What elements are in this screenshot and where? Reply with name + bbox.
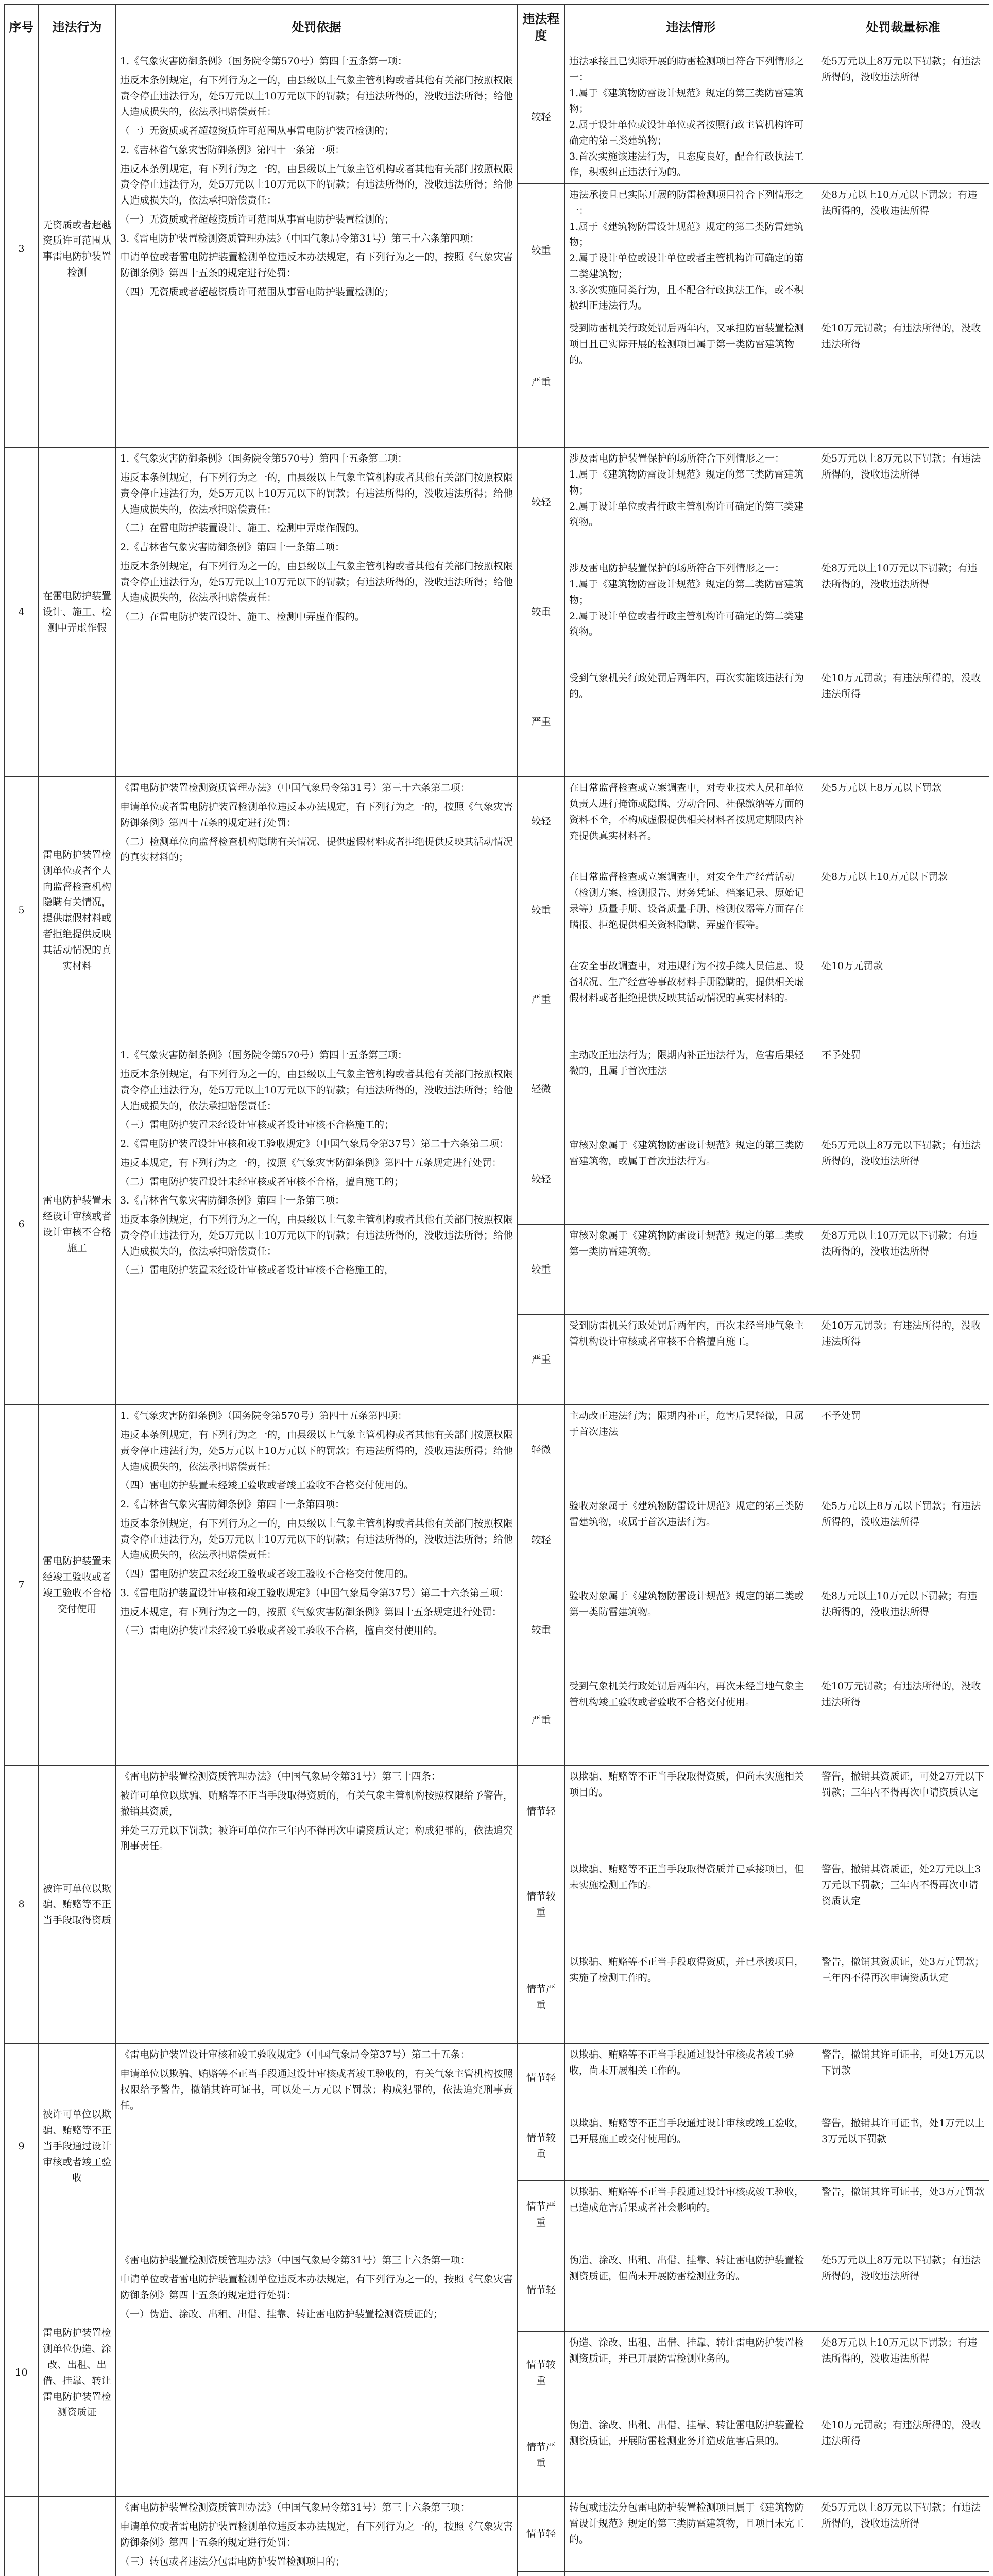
table-row xyxy=(5,1766,989,1858)
row-number: 10 xyxy=(5,2249,39,2497)
basis-paragraph: 违反本条例规定，有下列行为之一的，由县级以上气象主管机构或者其他有关部门按照权限责令停止违法行为，处5万元以上10万元以下的罚款；有违法所得的，没收违法所得；给他人造成损失的，依法承担赔偿责任： xyxy=(120,163,513,207)
basis-paragraph: （二）在雷电防护装置设计、施工、检测中弄虚作假的。 xyxy=(120,611,365,623)
row-number: 6 xyxy=(5,1044,39,1405)
penalty-standard: 处5万元以上8万元以下罚款；有违法所得的，没收违法所得 xyxy=(817,50,989,184)
basis-paragraph: 违反本条例规定，有下列行为之一的，由县级以上气象主管机构或者其他有关部门按照权限责令停止违法行为，处5万元以上10万元以下的罚款；有违法所得的，没收违法所得；给他人造成损失的，依法承担赔偿责任： xyxy=(120,1517,513,1561)
violation-circumstance: 以欺骗、贿赂等不正当手段通过设计审核或竣工验收，已开展施工或交付使用的。 xyxy=(565,2112,817,2181)
violation-level: 较轻 xyxy=(518,777,565,866)
penalty-basis xyxy=(116,1405,518,1766)
row-number: 9 xyxy=(5,2044,39,2249)
header-row xyxy=(5,5,989,50)
row-number: 7 xyxy=(5,1405,39,1766)
penalty-standard: 处8万元以上10万元以下罚款；有违法所得的，没收违法所得 xyxy=(817,1585,989,1675)
header-act: 违法行为 xyxy=(39,5,116,50)
basis-paragraph: 违反本条例规定，有下列行为之一的，由县级以上气象主管机构或者其他有关部门按照权限责令停止违法行为，处5万元以上10万元以下的罚款；有违法所得的，没收违法所得；给他人造成损失的，依法承担赔偿责任： xyxy=(120,1429,513,1472)
table-row xyxy=(5,448,989,557)
basis-paragraph: 申请单位或者雷电防护装置检测单位违反本办法规定，有下列行为之一的，按照《气象灾害防御条例》第四十五条的规定进行处罚： xyxy=(120,2274,513,2301)
header-basis: 处罚依据 xyxy=(116,5,518,50)
penalty-standard: 警告，撤销其资质证，处2万元以上3万元以下罚款；三年内不得再次申请资质认定 xyxy=(817,1858,989,1951)
table-row xyxy=(5,2249,989,2332)
basis-paragraph: 违反本条例规定，有下列行为之一的，由县级以上气象主管机构或者其他有关部门按照权限责令停止违法行为，处5万元以上10万元以下的罚款；有违法所得的，没收违法所得；给他人造成损失的，依法承担赔偿责任： xyxy=(120,560,513,604)
violation-circumstance: 审核对象属于《建筑物防雷设计规范》规定的第二类或第一类防雷建筑物。 xyxy=(565,1225,817,1315)
basis-paragraph: （二）雷电防护装置设计未经审核或者审核不合格，擅自施工的； xyxy=(120,1176,404,1188)
violation-act: 雷电防护装置检测单位伪造、涂改、出租、出借、挂靠、转让雷电防护装置检测资质证 xyxy=(39,2249,116,2497)
basis-paragraph: 2.《雷电防护装置设计审核和竣工验收规定》（中国气象局令第37号）第二十六条第二项： xyxy=(120,1138,509,1150)
basis-paragraph: 《雷电防护装置设计审核和竣工验收规定》（中国气象局令第37号）第二十五条： xyxy=(120,2049,470,2061)
violation-act: 雷电防护装置检测单位或者个人向监督检查机构隐瞒有关情况，提供虚假材料或者拒绝提供反映其活动情况的真实材料 xyxy=(39,777,116,1044)
violation-circumstance: 违法承接且已实际开展的防雷检测项目符合下列情形之一： 1.属于《建筑物防雷设计规范》规定的第二类防雷建筑物； 2.属于设计单位或设计单位或者主管机构许可确定的第二类建筑物； 3.多次实施同类行为，且不配合行政执法工作，或不积极纠正违法行为。 xyxy=(565,184,817,317)
table-row xyxy=(5,2497,989,2572)
violation-level: 较重 xyxy=(518,1225,565,1315)
row-number: 3 xyxy=(5,50,39,448)
row-number: 8 xyxy=(5,1766,39,2044)
penalty-standard: 处10万元罚款；有违法所得的，没收违法所得 xyxy=(817,1675,989,1766)
basis-paragraph: （二）在雷电防护装置设计、施工、检测中弄虚作假的。 xyxy=(120,522,365,534)
violation-circumstance: 验收对象属于《建筑物防雷设计规范》规定的第二类或第一类防雷建筑物。 xyxy=(565,1585,817,1675)
violation-level: 较轻 xyxy=(518,1495,565,1585)
basis-paragraph: 申请单位或者雷电防护装置检测单位违反本办法规定，有下列行为之一的，按照《气象灾害防御条例》第四十五条的规定进行处罚： xyxy=(120,251,513,279)
violation-circumstance: 审核对象属于《建筑物防雷设计规范》规定的第三类防雷建筑物，或属于首次违法行为。 xyxy=(565,1134,817,1225)
violation-level: 情节较重 xyxy=(518,2332,565,2414)
penalty-basis xyxy=(116,50,518,448)
penalty-standard: 处5万元以上8万元以下罚款 xyxy=(817,777,989,866)
violation-level: 较轻 xyxy=(518,448,565,557)
header-no: 序号 xyxy=(5,5,39,50)
penalty-standard: 不予处罚 xyxy=(817,1405,989,1495)
violation-level: 较重 xyxy=(518,866,565,955)
basis-paragraph: 《雷电防护装置检测资质管理办法》（中国气象局令第31号）第三十六条第一项： xyxy=(120,2255,470,2266)
penalty-standard: 警告，撤销其许可证书，处3万元罚款 xyxy=(817,2181,989,2249)
table-row xyxy=(5,777,989,866)
penalty-standard: 处5万元以上8万元以下罚款；有违法所得的，没收违法所得 xyxy=(817,1134,989,1225)
violation-circumstance: 验收对象属于《建筑物防雷设计规范》规定的第三类防雷建筑物，或属于首次违法行为。 xyxy=(565,1495,817,1585)
violation-act: 无资质或者超越资质许可范围从事雷电防护装置检测 xyxy=(39,50,116,448)
violation-level: 轻微 xyxy=(518,1044,565,1134)
violation-act: 雷电防护装置未经设计审核或者设计审核不合格施工 xyxy=(39,1044,116,1405)
penalty-standard: 处10万元罚款；有违法所得的，没收违法所得 xyxy=(817,667,989,777)
violation-level: 情节严重 xyxy=(518,1951,565,2044)
basis-paragraph: 违反本条例规定，有下列行为之一的，由县级以上气象主管机构或者其他有关部门按照权限责令停止违法行为，处5万元以上10万元以下的罚款；有违法所得的，没收违法所得；给他人造成损失的，依法承担赔偿责任： xyxy=(120,1214,513,1257)
violation-circumstance: 以欺骗、贿赂等不正当手段通过设计审核或者竣工验收，尚未开展相关工作的。 xyxy=(565,2044,817,2112)
penalty-standard: 处5万元以上8万元以下罚款；有违法所得的，没收违法所得 xyxy=(817,2249,989,2332)
penalty-basis xyxy=(116,448,518,777)
violation-circumstance: 伪造、涂改、出租、出借、挂靠、转让雷电防护装置检测资质证，并已开展防雷检测业务的。 xyxy=(565,2332,817,2414)
violation-circumstance: 受到防雷机关行政处罚后两年内，又承担防雷装置检测项目且已实际开展的检测项目属于第一类防雷建筑物的。 xyxy=(565,317,817,448)
violation-circumstance: 在日常监督检查或立案调查中，对专业技术人员和单位负责人进行掩饰或隐瞒、劳动合同、社保缴纳等方面的资料不全，不构成虚假提供相关材料者按规定期限内补充提供真实材料者。 xyxy=(565,777,817,866)
header-standard: 处罚裁量标准 xyxy=(817,5,989,50)
violation-level: 较重 xyxy=(518,184,565,317)
penalty-standard: 处5万元以上8万元以下罚款；有违法所得的，没收违法所得 xyxy=(817,448,989,557)
violation-level: 严重 xyxy=(518,317,565,448)
penalty-standard: 警告，撤销其许可证书，可处1万元以下罚款 xyxy=(817,2044,989,2112)
violation-level: 情节严重 xyxy=(518,2414,565,2497)
penalty-discretion-table xyxy=(4,4,989,2576)
table-body xyxy=(5,50,989,2576)
row-number: 4 xyxy=(5,448,39,777)
penalty-standard: 处8万元以上10万元以下罚款 xyxy=(817,866,989,955)
table-row xyxy=(5,1405,989,1495)
basis-paragraph: 1.《气象灾害防御条例》（国务院令第570号）第四十五条第二项： xyxy=(120,453,407,465)
violation-circumstance: 伪造、涂改、出租、出借、挂靠、转让雷电防护装置检测资质证，但尚未开展防雷检测业务的。 xyxy=(565,2249,817,2332)
violation-circumstance: 涉及雷电防护装置保护的场所符合下列情形之一： 1.属于《建筑物防雷设计规范》规定的第二类防雷建筑物； 2.属于设计单位或者行政主管机构许可确定的第二类建筑物。 xyxy=(565,557,817,667)
header-level: 违法程度 xyxy=(518,5,565,50)
basis-paragraph: 1.《气象灾害防御条例》（国务院令第570号）第四十五条第四项： xyxy=(120,1410,407,1422)
violation-circumstance: 以欺骗、贿赂等不正当手段取得资质并已承接项目，但未实施检测工作的。 xyxy=(565,1858,817,1951)
basis-paragraph: 《雷电防护装置检测资质管理办法》（中国气象局令第31号）第三十六条第三项： xyxy=(120,2502,470,2514)
basis-paragraph: （四）雷电防护装置未经竣工验收或者竣工验收不合格交付使用的。 xyxy=(120,1480,414,1492)
violation-level: 较轻 xyxy=(518,50,565,184)
violation-circumstance: 受到气象机关行政处罚后两年内，再次实施该违法行为的。 xyxy=(565,667,817,777)
violation-level: 轻微 xyxy=(518,1405,565,1495)
violation-circumstance: 受到防雷机关行政处罚后两年内，再次未经当地气象主管机构设计审核或者审核不合格擅自施工。 xyxy=(565,1315,817,1405)
basis-paragraph: （四）雷电防护装置未经竣工验收或者竣工验收不合格交付使用的。 xyxy=(120,1568,414,1580)
basis-paragraph: 2.《吉林省气象灾害防御条例》第四十一条第一项： xyxy=(120,144,345,156)
violation-act: 在雷电防护装置设计、施工、检测中弄虚作假 xyxy=(39,448,116,777)
basis-paragraph: （三）雷电防护装置未经竣工验收或者竣工验收不合格，擅自交付使用的。 xyxy=(120,1625,443,1637)
basis-paragraph: （三）雷电防护装置未经设计审核或者设计审核不合格施工的， xyxy=(120,1264,395,1276)
penalty-basis xyxy=(116,777,518,1044)
violation-act: 被许可单位以欺骗、贿赂等不正当手段取得资质 xyxy=(39,1766,116,2044)
violation-circumstance xyxy=(565,2572,817,2576)
violation-level: 严重 xyxy=(518,1315,565,1405)
violation-circumstance: 主动改正违法行为；限期内补正，危害后果轻微，且属于首次违法 xyxy=(565,1405,817,1495)
violation-circumstance: 转包或违法分包雷电防护装置检测项目属于《建筑物防雷设计规范》规定的第三类防雷建筑物，且项目未完工的。 xyxy=(565,2497,817,2572)
penalty-standard: 警告，撤销其许可证书，处1万元以上3万元以下罚款 xyxy=(817,2112,989,2181)
basis-paragraph: 申请单位或者雷电防护装置检测单位违反本办法规定，有下列行为之一的，按照《气象灾害防御条例》第四十五条的规定进行处罚： xyxy=(120,2521,513,2548)
row-number: 5 xyxy=(5,777,39,1044)
violation-level xyxy=(518,2572,565,2576)
penalty-standard: 处10万元罚款；有违法所得的，没收违法所得 xyxy=(817,317,989,448)
violation-level: 严重 xyxy=(518,1675,565,1766)
violation-circumstance: 以欺骗、贿赂等不正当手段通过设计审核或竣工验收，已造成危害后果或者社会影响的。 xyxy=(565,2181,817,2249)
violation-level: 较重 xyxy=(518,1585,565,1675)
header-circumstance: 违法情形 xyxy=(565,5,817,50)
basis-paragraph: （二）检测单位向监督检查机构隐瞒有关情况、提供虚假材料或者拒绝提供反映其活动情况的真实材料的； xyxy=(120,836,513,863)
violation-circumstance: 以欺骗、贿赂等不正当手段取得资质，但尚未实施相关项目的。 xyxy=(565,1766,817,1858)
penalty-standard: 处10万元罚款；有违法所得的，没收违法所得 xyxy=(817,1315,989,1405)
penalty-standard: 处10万元罚款 xyxy=(817,955,989,1044)
violation-circumstance: 在日常监督检查或立案调查中，对安全生产经营活动（检测方案、检测报告、财务凭证、档案记录、原始记录等）质量手册、设备质量手册、检测仪器等方面存在瞒报、拒绝提供相关资料隐瞒、弄虚作假等。 xyxy=(565,866,817,955)
basis-paragraph: 1.《气象灾害防御条例》（国务院令第570号）第四十五条第一项： xyxy=(120,56,407,67)
violation-circumstance: 涉及雷电防护装置保护的场所符合下列情形之一： 1.属于《建筑物防雷设计规范》规定的第三类防雷建筑物； 2.属于设计单位或者行政主管机构许可确定的第三类建筑物。 xyxy=(565,448,817,557)
penalty-standard: 处5万元以上8万元以下罚款；有违法所得的，没收违法所得 xyxy=(817,2497,989,2572)
penalty-standard: 处8万元以上10万元以下罚款；有违法所得的，没收违法所得 xyxy=(817,557,989,667)
basis-paragraph: 违反本规定，有下列行为之一的，按照《气象灾害防御条例》第四十五条规定进行处罚： xyxy=(120,1157,502,1168)
document xyxy=(4,4,989,2576)
basis-paragraph: 3.《雷电防护装置设计审核和竣工验收规定》（中国气象局令第37号）第二十六条第三项： xyxy=(120,1587,509,1599)
penalty-standard: 处5万元以上8万元以下罚款；有违法所得的，没收违法所得 xyxy=(817,1495,989,1585)
basis-paragraph: 违反本规定，有下列行为之一的，按照《气象灾害防御条例》第四十五条规定进行处罚： xyxy=(120,1606,502,1618)
basis-paragraph: （一）无资质或者超越资质许可范围从事雷电防护装置检测的； xyxy=(120,213,395,225)
violation-circumstance: 以欺骗、贿赂等不正当手段取得资质，并已承接项目，实施了检测工作的。 xyxy=(565,1951,817,2044)
basis-paragraph: 3.《吉林省气象灾害防御条例》第四十一条第三项： xyxy=(120,1195,345,1207)
basis-paragraph: （一）无资质或者超越资质许可范围从事雷电防护装置检测的； xyxy=(120,125,395,137)
table-row xyxy=(5,50,989,184)
violation-circumstance: 受到气象机关行政处罚后两年内，再次未经当地气象主管机构竣工验收或者验收不合格交付使用。 xyxy=(565,1675,817,1766)
penalty-basis xyxy=(116,2497,518,2576)
violation-act xyxy=(39,2497,116,2576)
basis-paragraph: 违反本条例规定，有下列行为之一的，由县级以上气象主管机构或者其他有关部门按照权限责令停止违法行为，处5万元以上10万元以下的罚款；有违法所得的，没收违法所得；给他人造成损失的，依法承担赔偿责任： xyxy=(120,74,513,118)
table-row xyxy=(5,1044,989,1134)
violation-level: 严重 xyxy=(518,667,565,777)
violation-level: 情节较重 xyxy=(518,2112,565,2181)
basis-paragraph: （一）伪造、涂改、出租、出借、挂靠、转让雷电防护装置检测资质证的； xyxy=(120,2308,443,2320)
basis-paragraph: 违反本条例规定，有下列行为之一的，由县级以上气象主管机构或者其他有关部门按照权限责令停止违法行为，处5万元以上10万元以下的罚款；有违法所得的，没收违法所得；给他人造成损失的，依法承担赔偿责任： xyxy=(120,1069,513,1112)
violation-level: 情节轻 xyxy=(518,2044,565,2112)
penalty-standard: 处8万元以上10万元以下罚款；有违法所得的，没收违法所得 xyxy=(817,2332,989,2414)
penalty-basis xyxy=(116,2249,518,2497)
basis-paragraph: 申请单位以欺骗、贿赂等不正当手段通过设计审核或者竣工验收的，有关气象主管机构按照权限给予警告，撤销其许可证书，可以处三万元以下罚款；构成犯罪的，依法追究刑事责任。 xyxy=(120,2068,513,2111)
basis-paragraph: （三）雷电防护装置未经设计审核或者设计审核不合格施工的； xyxy=(120,1119,395,1131)
basis-paragraph: 并处三万元以下罚款；被许可单位在三年内不得再次申请资质认定；构成犯罪的，依法追究刑事责任。 xyxy=(120,1824,513,1852)
basis-paragraph: 《雷电防护装置检测资质管理办法》（中国气象局令第31号）第三十四条： xyxy=(120,1771,441,1783)
violation-level: 情节严重 xyxy=(518,2181,565,2249)
violation-circumstance: 主动改正违法行为；限期内补正违法行为，危害后果轻微的，且属于首次违法 xyxy=(565,1044,817,1134)
penalty-standard xyxy=(817,2572,989,2576)
penalty-standard: 处10万元罚款；有违法所得的，没收违法所得 xyxy=(817,2414,989,2497)
table-row xyxy=(5,2044,989,2112)
basis-paragraph: 2.《吉林省气象灾害防御条例》第四十一条第二项： xyxy=(120,541,345,553)
row-number xyxy=(5,2497,39,2576)
violation-level: 较重 xyxy=(518,557,565,667)
basis-paragraph: 2.《吉林省气象灾害防御条例》第四十一条第四项： xyxy=(120,1499,345,1511)
basis-paragraph: （四）无资质或者超越资质许可范围从事雷电防护装置检测的； xyxy=(120,286,395,298)
basis-paragraph: 申请单位或者雷电防护装置检测单位违反本办法规定，有下列行为之一的，按照《气象灾害防御条例》第四十五条的规定进行处罚： xyxy=(120,801,513,828)
violation-level: 较轻 xyxy=(518,1134,565,1225)
violation-circumstance: 伪造、涂改、出租、出借、挂靠、转让雷电防护装置检测资质证，开展防雷检测业务并造成危害后果的。 xyxy=(565,2414,817,2497)
basis-paragraph: 违反本条例规定，有下列行为之一的，由县级以上气象主管机构或者其他有关部门按照权限责令停止违法行为，处5万元以上10万元以下的罚款；有违法所得的，没收违法所得；给他人造成损失的，依法承担赔偿责任： xyxy=(120,472,513,515)
basis-paragraph: 《雷电防护装置检测资质管理办法》（中国气象局令第31号）第三十六条第二项： xyxy=(120,782,470,794)
basis-paragraph: 3.《雷电防护装置检测资质管理办法》（中国气象局令第31号）第三十六条第四项： xyxy=(120,232,480,244)
basis-paragraph: 被许可单位以欺骗、贿赂等不正当手段取得资质的，有关气象主管机构按照权限给予警告，撤销其资质， xyxy=(120,1790,513,1817)
violation-level: 情节轻 xyxy=(518,1766,565,1858)
penalty-standard: 处8万元以上10万元以下罚款；有违法所得的，没收违法所得 xyxy=(817,184,989,317)
penalty-standard: 警告，撤销其资质证，处3万元罚款；三年内不得再次申请资质认定 xyxy=(817,1951,989,2044)
violation-level: 情节轻 xyxy=(518,2497,565,2572)
penalty-basis xyxy=(116,1766,518,2044)
penalty-standard: 不予处罚 xyxy=(817,1044,989,1134)
penalty-basis xyxy=(116,2044,518,2249)
violation-level: 情节轻 xyxy=(518,2249,565,2332)
violation-circumstance: 违法承接且已实际开展的防雷检测项目符合下列情形之一： 1.属于《建筑物防雷设计规范》规定的第三类防雷建筑物； 2.属于设计单位或设计单位或者按照行政主管机构许可确定的第三类建筑物； 3.首次实施该违法行为，且态度良好，配合行政执法工作，积极纠正违法行为的。 xyxy=(565,50,817,184)
penalty-basis xyxy=(116,1044,518,1405)
penalty-standard: 处8万元以上10万元以下罚款；有违法所得的，没收违法所得 xyxy=(817,1225,989,1315)
violation-act: 雷电防护装置未经竣工验收或者竣工验收不合格交付使用 xyxy=(39,1405,116,1766)
violation-act: 被许可单位以欺骗、贿赂等不正当手段通过设计审核或者竣工验收 xyxy=(39,2044,116,2249)
violation-level: 严重 xyxy=(518,955,565,1044)
violation-level: 情节较重 xyxy=(518,1858,565,1951)
violation-circumstance: 在安全事故调查中，对违规行为不按手续人员信息、设备状况、生产经营等事故材料手册隐瞒的，提供相关虚假材料或者拒绝提供反映其活动情况的真实材料的。 xyxy=(565,955,817,1044)
basis-paragraph: （三）转包或者违法分包雷电防护装置检测项目的； xyxy=(120,2555,346,2567)
basis-paragraph: 1.《气象灾害防御条例》（国务院令第570号）第四十五条第三项： xyxy=(120,1049,407,1061)
penalty-standard: 警告，撤销其资质证，可处2万元以下罚款；三年内不得再次申请资质认定 xyxy=(817,1766,989,1858)
